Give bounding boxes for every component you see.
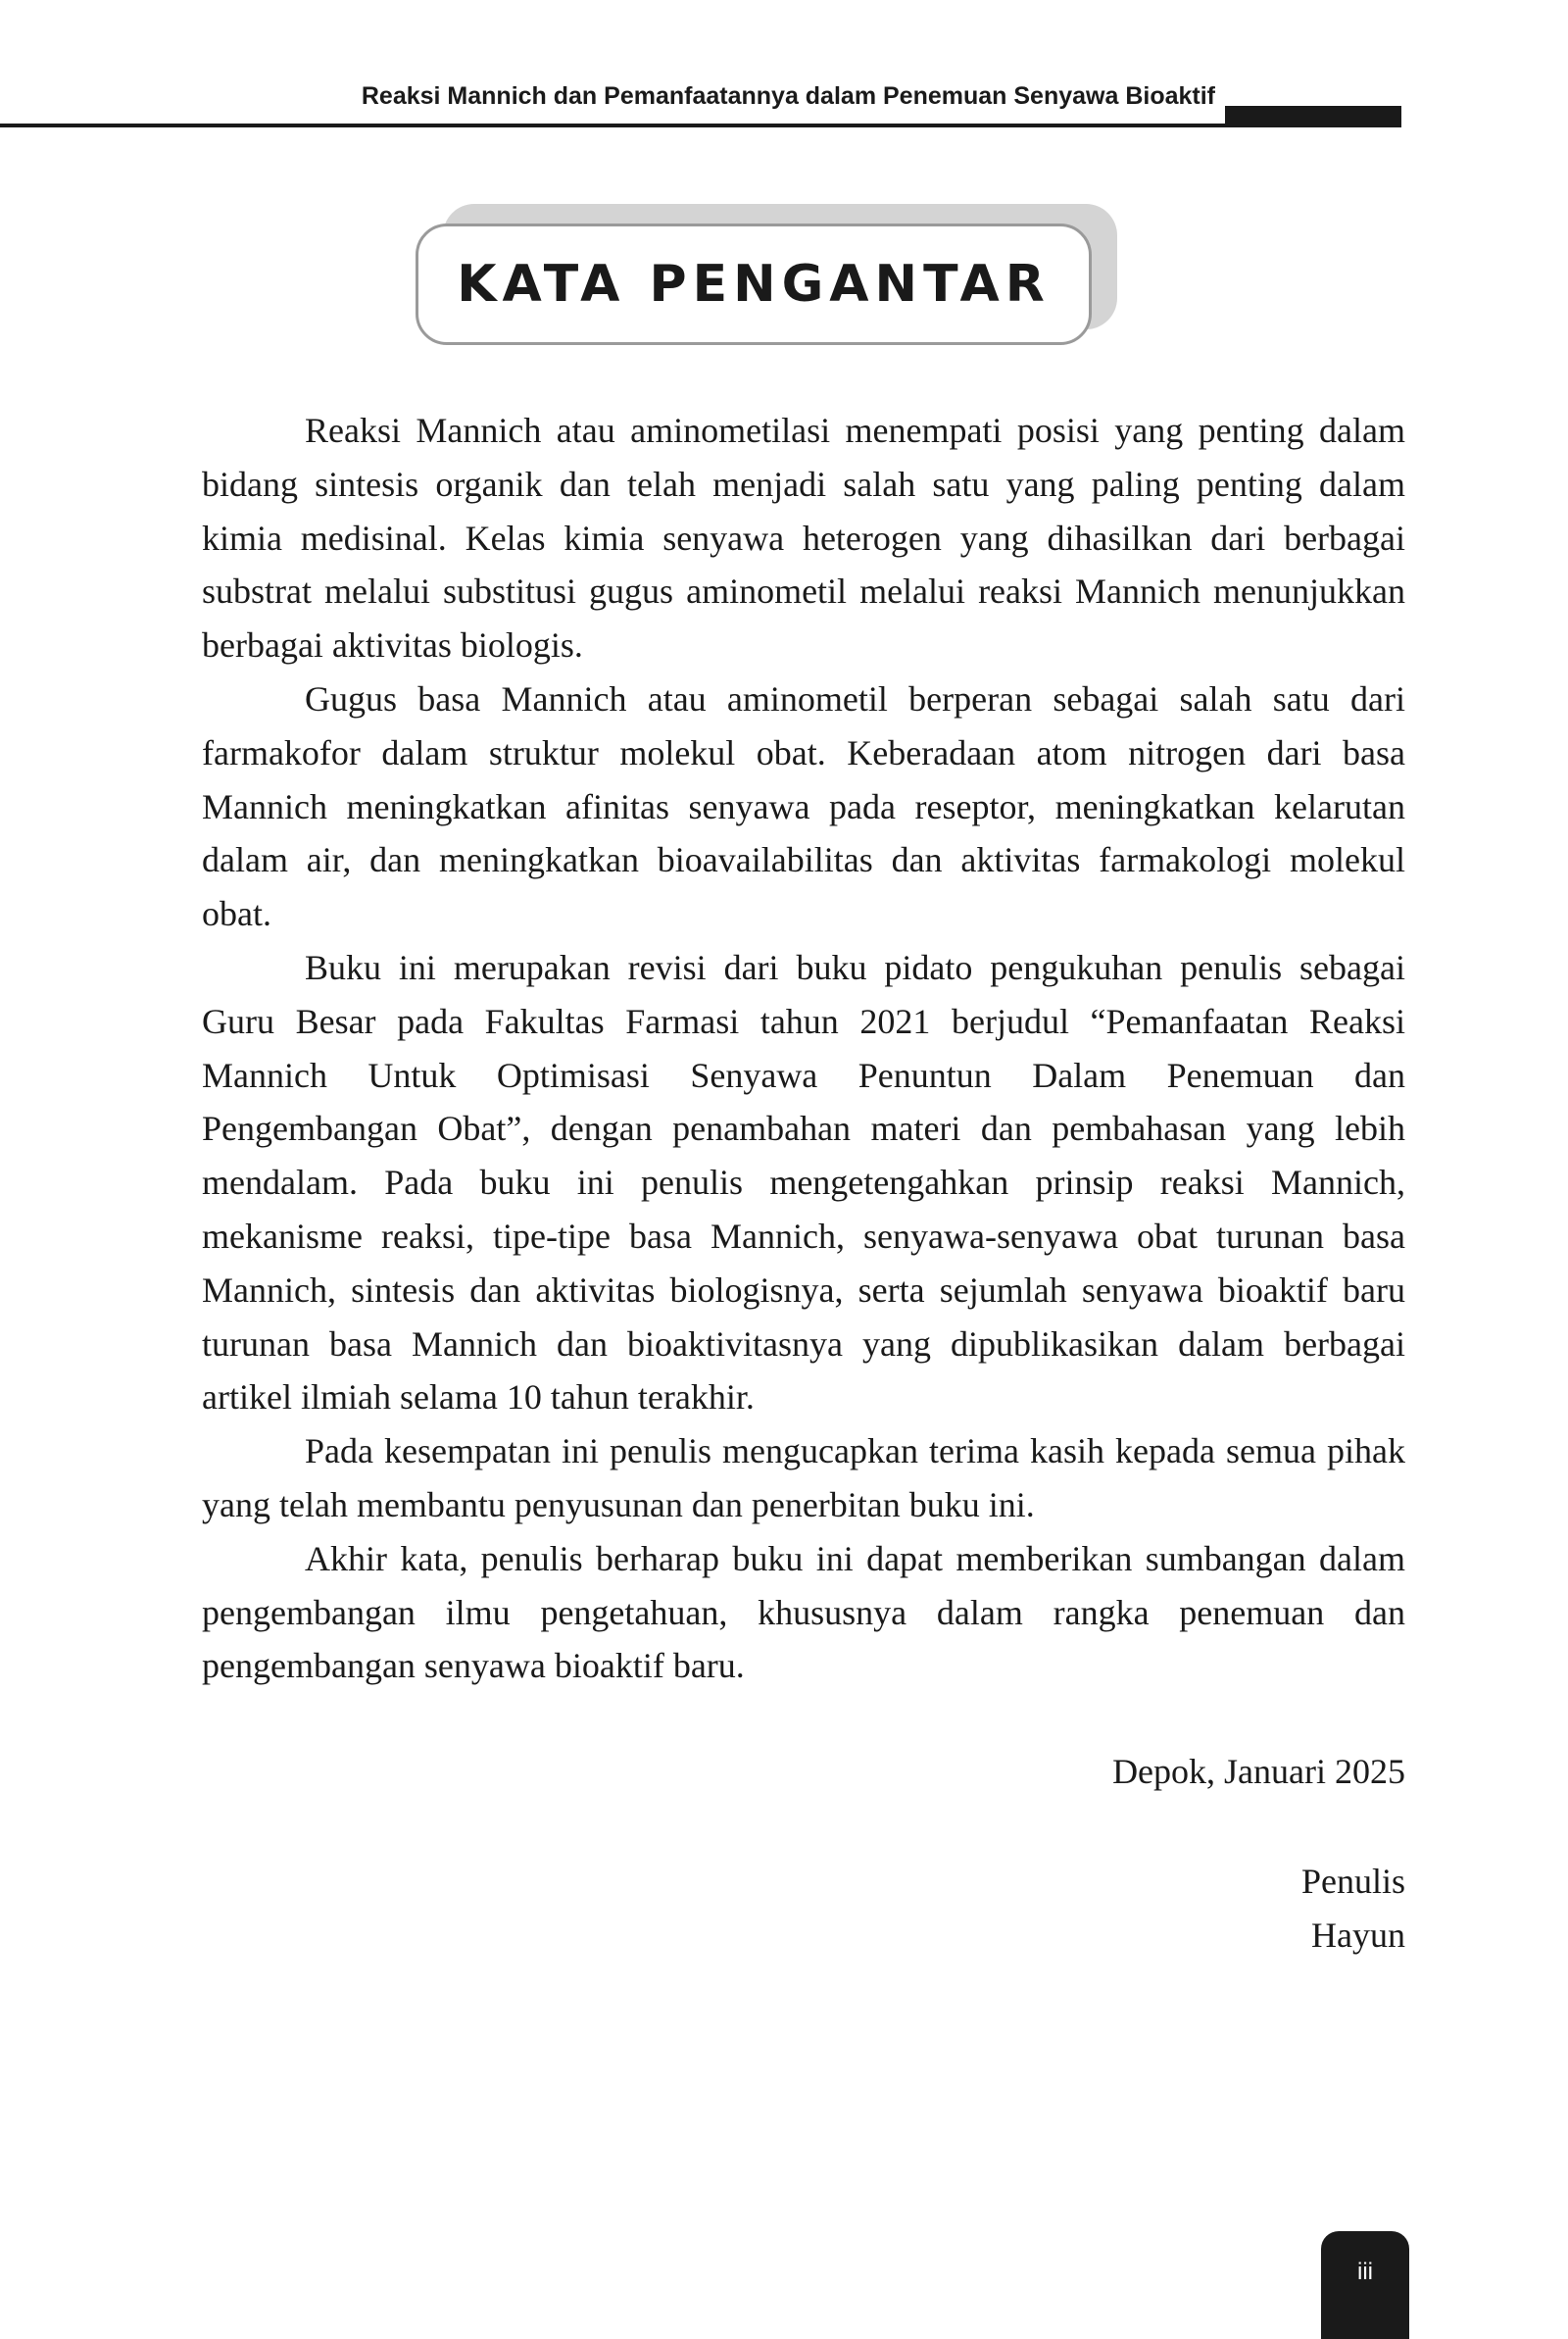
paragraph-3: Buku ini merupakan revisi dari buku pidato pengukuhan penulis sebagai Guru Besar pada Fakultas Farmasi tahun 2021 berjudul “Pemanfaatan Reaksi Mannich Untuk Optimisasi Senyawa Penuntun Dalam Penemuan dan Pengembangan Obat”, dengan penambahan materi dan pembahasan yang lebih mendalam. Pada buku ini penulis mengetengahkan prinsip reaksi Mannich, mekanisme reaksi, tipe-tipe basa Mannich, senyawa-senyawa obat turunan basa Mannich, sintesis dan aktivitas biologisnya, serta sejumlah senyawa bioaktif baru turunan basa Mannich dan bioaktivitasnya yang dipublikasikan dalam berbagai artikel ilmiah selama 10 tahun terakhir.: [202, 947, 1405, 1418]
signature-block: [817, 1855, 1405, 1963]
paragraph-4: Pada kesempatan ini penulis mengucapkan terima kasih kepada semua pihak yang telah membantu penyusunan dan penerbitan buku ini.: [202, 1431, 1405, 1524]
page-number-tab: [1321, 2231, 1409, 2339]
running-header: Reaksi Mannich dan Pemanfaatannya dalam Penemuan Senyawa Bioaktif: [361, 82, 1215, 110]
header-accent-bar: [1225, 106, 1401, 125]
place-date: Depok, Januari 2025: [1112, 1752, 1405, 1791]
paragraph-5: Akhir kata, penulis berharap buku ini dapat memberikan sumbangan dalam pengembangan ilmu pengetahuan, khususnya dalam rangka penemuan dan pengembangan senyawa bioaktif baru.: [202, 1538, 1405, 1686]
body-text: [202, 404, 1405, 1693]
signoff-role: Penulis: [1300, 1862, 1405, 1901]
signoff-name: Hayun: [1311, 1915, 1405, 1955]
paragraph-2: Gugus basa Mannich atau aminometil berperan sebagai salah satu dari farmakofor dalam struktur molekul obat. Keberadaan atom nitrogen dari basa Mannich meningkatkan afinitas senyawa pada reseptor, meningkatkan kelarutan dalam air, dan meningkatkan bioavailabilitas dan aktivitas farmakologi molekul obat.: [202, 678, 1405, 934]
title-box: [416, 224, 1092, 345]
paragraph-1: Reaksi Mannich atau aminometilasi menempati posisi yang penting dalam bidang sintesis organik dan telah menjadi salah satu yang paling penting dalam kimia medisinal. Kelas kimia senyawa heterogen yang dihasilkan dari berbagai substrat melalui substitusi gugus aminometil melalui reaksi Mannich menunjukkan berbagai aktivitas biologis.: [202, 411, 1405, 666]
page-title: KATA PENGANTAR: [457, 255, 1051, 314]
header-rule: [0, 124, 1401, 127]
page-number: iii: [1357, 2259, 1373, 2285]
